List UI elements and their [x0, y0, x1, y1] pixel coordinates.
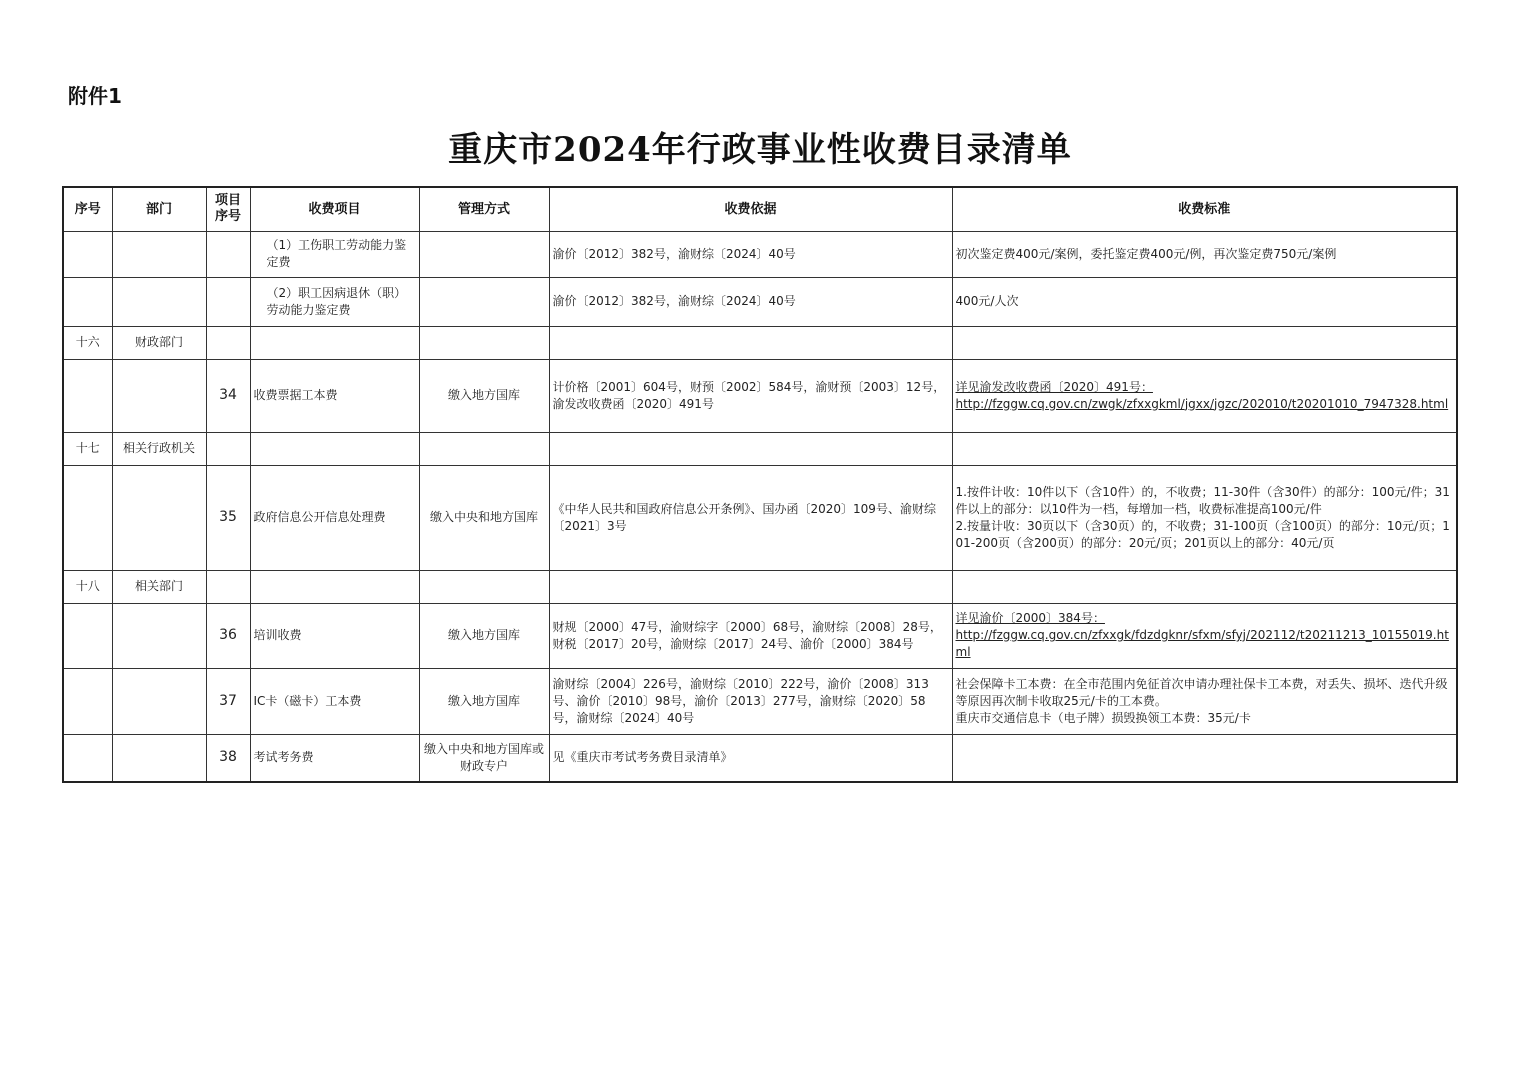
standard-ref-text: 详见渝发改收费函〔2020〕491号：	[955, 379, 1153, 394]
table-row	[63, 734, 1457, 782]
basis-cell: 渝价〔2012〕382号，渝财综〔2024〕40号	[549, 231, 952, 277]
standard-text-1: 社会保障卡工本费：在全市范围内免征首次申请办理社保卡工本费，对丢失、损坏、迭代升级等原因再次制卡收取25元/卡的工本费。	[955, 676, 1448, 708]
attachment-label: 附件1	[68, 84, 122, 108]
basis-cell: 渝价〔2012〕382号，渝财综〔2024〕40号	[549, 277, 952, 326]
item-number: 35	[206, 465, 250, 570]
category-dept: 相关行政机关	[112, 432, 206, 465]
basis-cell: 《中华人民共和国政府信息公开条例》、国办函〔2020〕109号、渝财综〔2021〕3号	[549, 465, 952, 570]
mgmt-cell: 缴入地方国库	[419, 668, 549, 734]
standard-text-2: 重庆市交通信息卡（电子牌）损毁换领工本费：35元/卡	[955, 710, 1251, 725]
header-dept: 部门	[112, 187, 206, 231]
standard-text-2: 2.按量计收：30页以下（含30页）的，不收费；31-100页（含100页）的部分：10元/页；101-200页（含200页）的部分：20元/页；201页以上的部分：40元/页	[955, 518, 1450, 550]
item-cell: （1）工伤职工劳动能力鉴定费	[250, 231, 419, 277]
table-header-row	[63, 187, 1457, 231]
category-row	[63, 326, 1457, 359]
standard-cell	[952, 465, 1457, 570]
item-cell: IC卡（磁卡）工本费	[250, 668, 419, 734]
mgmt-cell: 缴入中央和地方国库或财政专户	[419, 734, 549, 782]
mgmt-cell: 缴入地方国库	[419, 603, 549, 668]
category-row	[63, 432, 1457, 465]
item-number: 37	[206, 668, 250, 734]
table-row	[63, 668, 1457, 734]
table-row	[63, 277, 1457, 326]
standard-cell: 初次鉴定费400元/案例，委托鉴定费400元/例，再次鉴定费750元/案例	[952, 231, 1457, 277]
header-item: 收费项目	[250, 187, 419, 231]
standard-text-1: 1.按件计收：10件以下（含10件）的，不收费；11-30件（含30件）的部分：100元/件；31件以上的部分：以10件为一档，每增加一档，收费标准提高100元/件	[955, 484, 1450, 516]
standard-ref-text: 详见渝价〔2000〕384号：	[955, 611, 1105, 625]
standard-cell	[952, 359, 1457, 432]
item-cell: （2）职工因病退休（职）劳动能力鉴定费	[250, 277, 419, 326]
mgmt-cell: 缴入中央和地方国库	[419, 465, 549, 570]
header-mgmt: 管理方式	[419, 187, 549, 231]
fee-catalog-table	[62, 186, 1458, 783]
category-dept: 相关部门	[112, 570, 206, 603]
basis-cell: 渝财综〔2004〕226号，渝财综〔2010〕222号，渝价〔2008〕313号、渝价〔2010〕98号，渝价〔2013〕277号，渝财综〔2020〕58号，渝财综〔2024〕40号	[549, 668, 952, 734]
item-number: 36	[206, 603, 250, 668]
category-seq: 十八	[63, 570, 112, 603]
category-row	[63, 570, 1457, 603]
basis-cell: 财规〔2000〕47号，渝财综字〔2000〕68号，渝财综〔2008〕28号，财税〔2017〕20号，渝财综〔2017〕24号、渝价〔2000〕384号	[549, 603, 952, 668]
table-row	[63, 603, 1457, 668]
table-row	[63, 359, 1457, 432]
item-cell: 政府信息公开信息处理费	[250, 465, 419, 570]
item-number: 38	[206, 734, 250, 782]
standard-cell	[952, 668, 1457, 734]
standard-url-link[interactable]: http://fzggw.cq.gov.cn/zfxxgk/fdzdgknr/sfxm/sfyj/202112/t20211213_10155019.html	[955, 628, 1449, 659]
header-standard: 收费标准	[952, 187, 1457, 231]
table-row	[63, 465, 1457, 570]
header-item-seq: 项目序号	[206, 187, 250, 231]
category-seq: 十七	[63, 432, 112, 465]
item-cell: 收费票据工本费	[250, 359, 419, 432]
basis-cell: 计价格〔2001〕604号，财预〔2002〕584号，渝财预〔2003〕12号，渝发改收费函〔2020〕491号	[549, 359, 952, 432]
table-row	[63, 231, 1457, 277]
header-basis: 收费依据	[549, 187, 952, 231]
basis-cell: 见《重庆市考试考务费目录清单》	[549, 734, 952, 782]
category-seq: 十六	[63, 326, 112, 359]
standard-url-link[interactable]: http://fzggw.cq.gov.cn/zwgk/zfxxgkml/jgxx/jgzc/202010/t20201010_7947328.html	[955, 396, 1449, 411]
mgmt-cell: 缴入地方国库	[419, 359, 549, 432]
standard-cell: 400元/人次	[952, 277, 1457, 326]
category-dept: 财政部门	[112, 326, 206, 359]
page-title: 重庆市2024年行政事业性收费目录清单	[448, 130, 1072, 170]
header-seq: 序号	[63, 187, 112, 231]
standard-cell	[952, 603, 1457, 668]
item-number: 34	[206, 359, 250, 432]
item-cell: 考试考务费	[250, 734, 419, 782]
item-cell: 培训收费	[250, 603, 419, 668]
